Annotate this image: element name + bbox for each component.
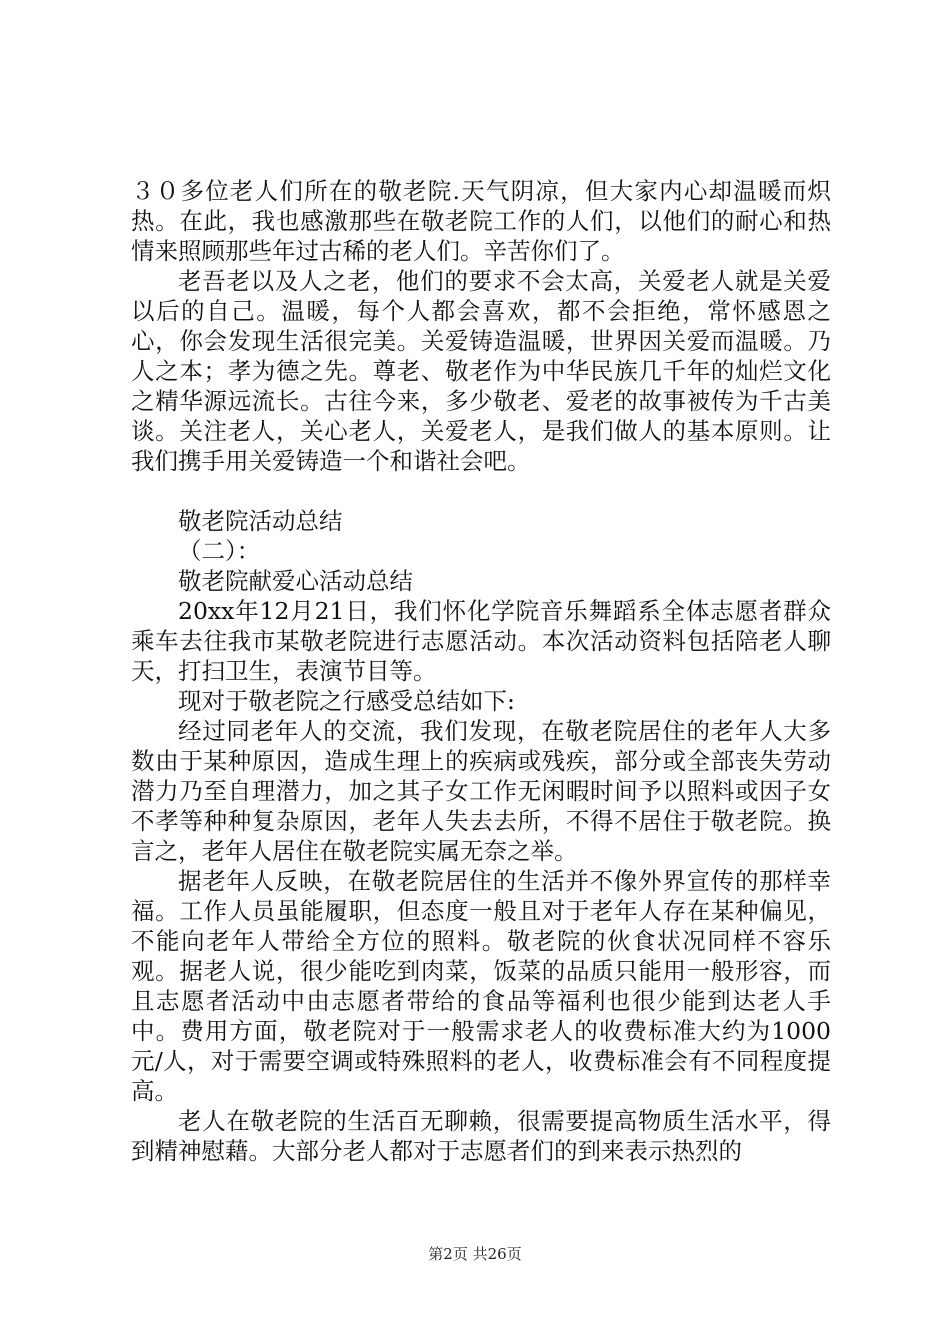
section-subtitle: 敬老院献爱心活动总结	[178, 567, 413, 595]
paragraph-elderly-conditions: 经过同老年人的交流，我们发现，在敬老院居住的老年人大多数由于某种原因，造成生理上的疾病或残疾，部分或全部丧失劳动潜力乃至自理潜力，加之其子女工作无闲暇时间予以照料或因子女不孝等种种复杂原因，老年人失去去所，不得不居住于敬老院。换言之，老年人居住在敬老院实属无奈之举。	[131, 717, 831, 865]
paragraph-summary-intro: 现对于敬老院之行感受总结如下:	[178, 687, 515, 715]
paragraph-activity-date: 20xx年12月21日，我们怀化学院音乐舞蹈系全体志愿者群众乘车去往我市某敬老院进行志愿活动。本次活动资料包括陪老人聊天，打扫卫生，表演节目等。	[131, 597, 831, 685]
section-number: （二）：	[178, 537, 261, 565]
section-title: 敬老院活动总结	[178, 507, 343, 535]
paragraph-gap	[131, 476, 831, 506]
paragraph-elderly-feedback: 据老年人反映，在敬老院居住的生活并不像外界宣传的那样幸福。工作人员虽能履职，但态度一般且对于老年人存在某种偏见，不能向老年人带给全方位的照料。敬老院的伙食状况同样不容乐观。据老人说，很少能吃到肉菜，饭菜的品质只能用一般形容，而且志愿者活动中由志愿者带给的食品等福利也很少能到达老人手中。费用方面，敬老院对于一般需求老人的收费标准大约为1000元/人，对于需要空调或特殊照料的老人，收费标准会有不同程度提高。	[131, 867, 831, 1105]
page-footer	[0, 1244, 950, 1264]
paragraph-elderly-life: 老人在敬老院的生活百无聊赖，很需要提高物质生活水平，得到精神慰藉。大部分老人都对于志愿者们的到来表示热烈的	[131, 1107, 831, 1165]
paragraph-continuation: ３０多位老人们所在的敬老院.天气阴凉，但大家内心却温暖而炽热。在此，我也感激那些在敬老院工作的人们，以他们的耐心和热情来照顾那些年过古稀的老人们。辛苦你们了。	[131, 177, 831, 265]
page-number-label: 第2页 共26页	[428, 1245, 522, 1263]
document-body	[131, 176, 831, 1166]
paragraph-respect-elders: 老吾老以及人之老，他们的要求不会太高，关爱老人就是关爱以后的自己。温暖，每个人都会喜欢，都不会拒绝，常怀感恩之心，你会发现生活很完美。关爱铸造温暖，世界因关爱而温暖。乃人之本；孝为德之先。尊老、敬老作为中华民族几千年的灿烂文化之精华源远流长。古往今来，多少敬老、爱老的故事被传为千古美谈。关注老人，关心老人，关爱老人，是我们做人的基本原则。让我们携手用关爱铸造一个和谐社会吧。	[131, 267, 831, 475]
